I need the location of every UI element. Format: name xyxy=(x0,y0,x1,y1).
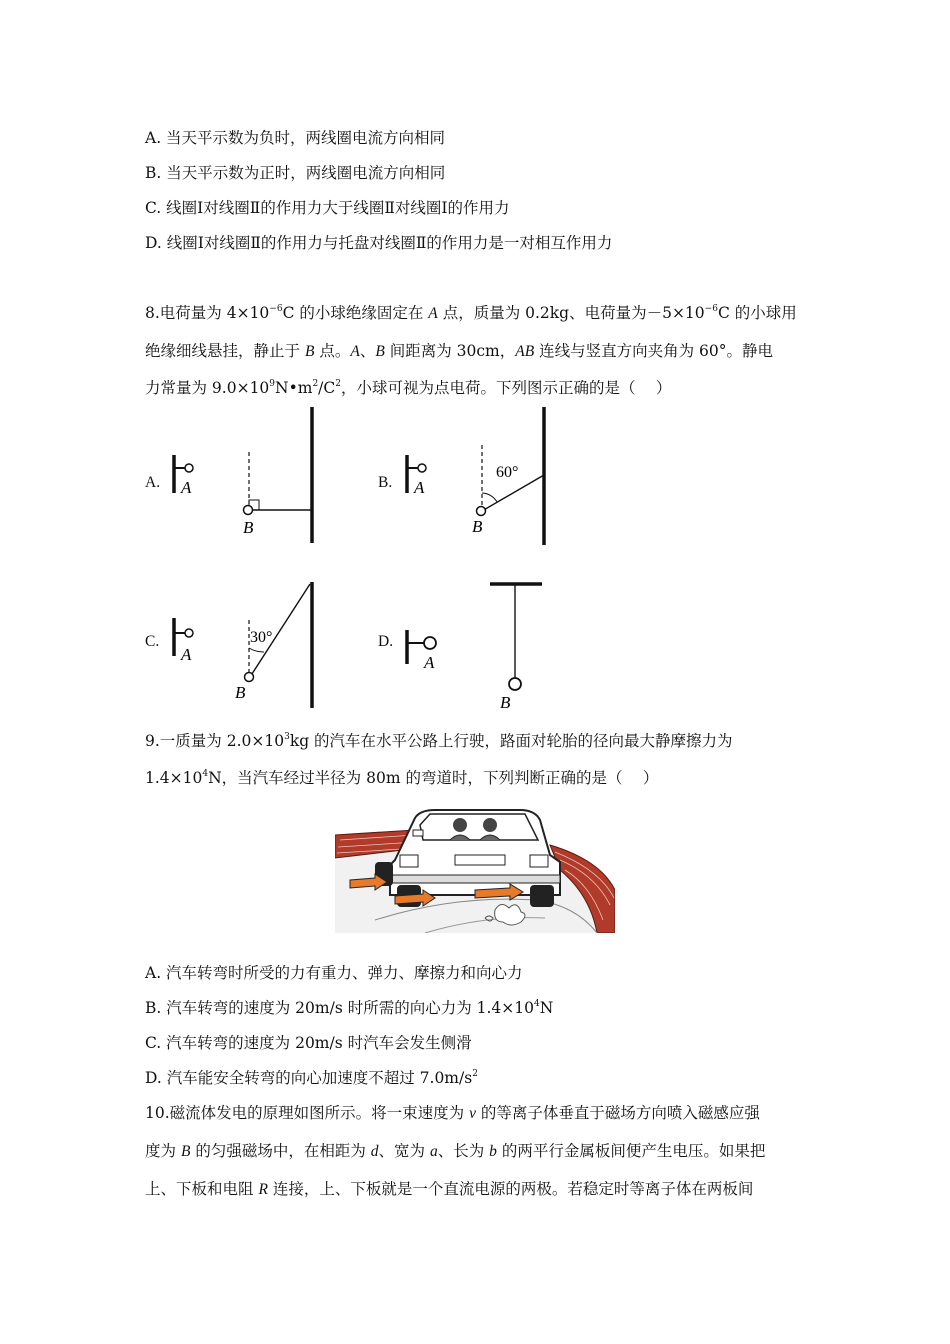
q9-option-a: A. 汽车转弯时所受的力有重力、弹力、摩擦力和向心力 xyxy=(145,964,523,982)
q8-stem-line1: 8.电荷量为 $4\times 10^{-6}C$ 的小球绝缘固定在 A 点，质量为 0.2kg、电荷量为$-5\times 10^{-6}C$ 的小球用 xyxy=(145,304,797,322)
q7-option-b: B. 当天平示数为正时，两线圈电流方向相同 xyxy=(145,164,446,182)
ball-b xyxy=(244,506,253,515)
q8-figure-b xyxy=(398,405,558,550)
q8-label-d: D. xyxy=(378,633,394,650)
svg-text:A: A xyxy=(181,645,192,664)
q8-label-c: C. xyxy=(145,633,160,650)
svg-text:B: B xyxy=(472,517,483,536)
svg-text:B: B xyxy=(235,683,246,702)
q9-stem-line1: 9.一质量为 $2.0\times 10^3kg$ 的汽车在水平公路上行驶，路面对轮胎的径向最大静摩擦力为 xyxy=(145,732,733,750)
q8-figure-c xyxy=(165,580,335,710)
q7-option-a: A. 当天平示数为负时，两线圈电流方向相同 xyxy=(145,129,446,147)
q10-stem-line1: 10.磁流体发电的原理如图所示。将一束速度为 v 的等离子体垂直于磁场方向喷入磁感应强 xyxy=(145,1104,760,1122)
svg-text:A: A xyxy=(414,478,425,497)
q8-stem-line3: 力常量为 $9.0\times 10^9N•m^2/C^2$，小球可视为点电荷。下列图示正确的是（ ） xyxy=(145,379,672,397)
q9-option-c: C. 汽车转弯的速度为 20m/s 时汽车会发生侧滑 xyxy=(145,1034,472,1052)
q9-car-illustration xyxy=(335,800,615,933)
q8-stem-line2: 绝缘细线悬挂，静止于 B 点。A、B 间距离为 30cm，AB 连线与竖直方向夹角为 60°。静电 xyxy=(145,342,774,360)
q10-stem-line3: 上、下板和电阻 R 连接，上、下板就是一个直流电源的两极。若稳定时等离子体在两板间 xyxy=(145,1180,754,1198)
q10-stem-line2: 度为 B 的匀强磁场中，在相距为 d、宽为 a、长为 b 的两平行金属板间便产生电压。如果把 xyxy=(145,1142,766,1160)
q9-option-d: D. 汽车能安全转弯的向心加速度不超过 $7.0m/s^2$ xyxy=(145,1069,478,1087)
angle-60-label: 60° xyxy=(496,464,519,481)
q8-label-b: B. xyxy=(378,474,393,491)
angle-30-label: 30° xyxy=(250,629,273,646)
q8-figure-d xyxy=(398,580,558,715)
q8-label-a: A. xyxy=(145,474,161,491)
q9-stem-line2: $1.4\times 10^4N$，当汽车经过半径为 80m 的弯道时，下列判断正确的是（ ） xyxy=(145,769,659,787)
svg-text:A: A xyxy=(424,653,435,672)
point-a-label: A xyxy=(181,478,192,497)
q7-option-c: C. 线圈Ⅰ对线圈Ⅱ的作用力大于线圈Ⅱ对线圈Ⅰ的作用力 xyxy=(145,199,510,217)
q8-figure-a xyxy=(165,405,335,550)
point-b-label: B xyxy=(243,518,254,537)
q7-option-d: D. 线圈Ⅰ对线圈Ⅱ的作用力与托盘对线圈Ⅱ的作用力是一对相互作用力 xyxy=(145,234,613,252)
q9-option-b: B. 汽车转弯的速度为 20m/s 时所需的向心力为 $1.4\times 10^4N$ xyxy=(145,999,554,1017)
svg-text:B: B xyxy=(500,693,511,712)
